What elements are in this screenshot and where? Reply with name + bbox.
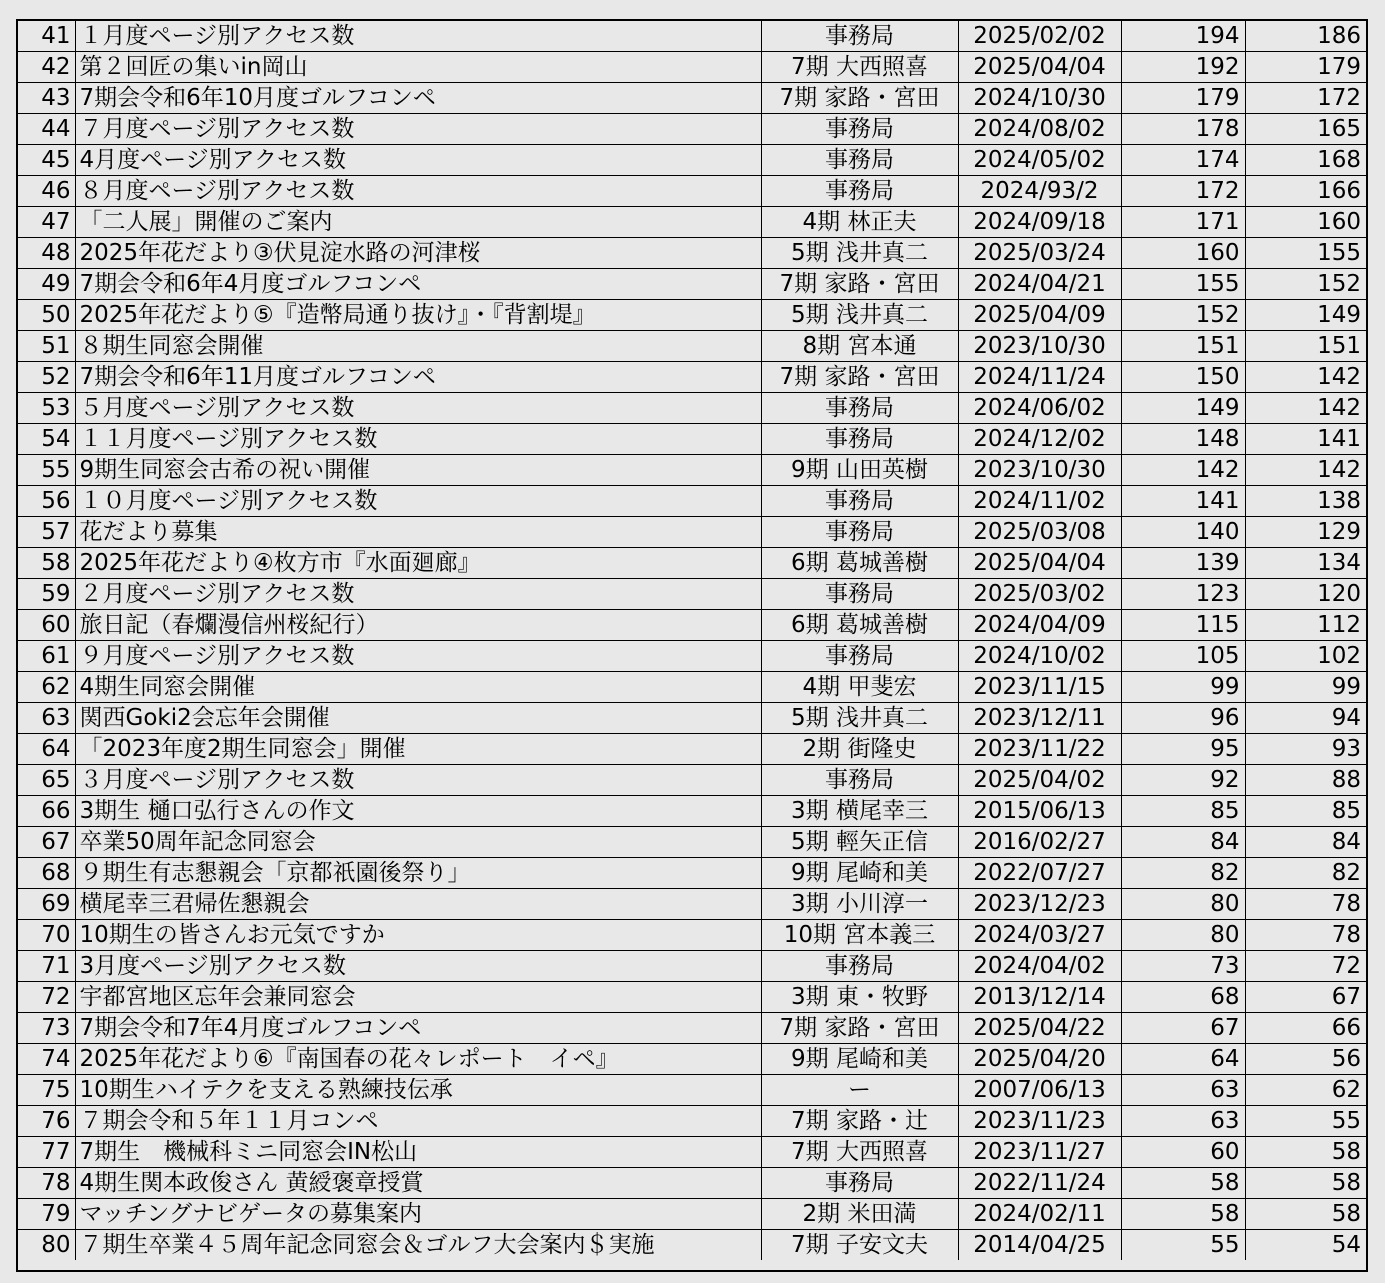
article-author: 事務局 — [761, 517, 958, 548]
unique-views: 72 — [1245, 951, 1366, 982]
article-date: 2023/11/27 — [958, 1137, 1121, 1168]
unique-views: 142 — [1245, 455, 1366, 486]
article-date: 2024/10/30 — [958, 83, 1121, 114]
article-author: 4期 甲斐宏 — [761, 672, 958, 703]
page-views: 105 — [1121, 641, 1245, 672]
unique-views: 78 — [1245, 889, 1366, 920]
article-date: 2025/04/02 — [958, 765, 1121, 796]
row-number: 80 — [18, 1230, 75, 1261]
article-date: 2024/11/02 — [958, 486, 1121, 517]
page-views: 194 — [1121, 21, 1245, 52]
article-author: 事務局 — [761, 393, 958, 424]
article-date: 2024/05/02 — [958, 145, 1121, 176]
article-author: 9期 山田英樹 — [761, 455, 958, 486]
row-number: 42 — [18, 52, 75, 83]
row-number: 68 — [18, 858, 75, 889]
article-author: 事務局 — [761, 114, 958, 145]
article-author: 事務局 — [761, 951, 958, 982]
table-row — [18, 703, 1366, 734]
article-author: 6期 葛城善樹 — [761, 548, 958, 579]
article-title: 宇都宮地区忘年会兼同窓会 — [75, 982, 761, 1013]
row-number: 47 — [18, 207, 75, 238]
row-number: 53 — [18, 393, 75, 424]
table-row — [18, 1168, 1366, 1199]
row-number: 70 — [18, 920, 75, 951]
page-views: 84 — [1121, 827, 1245, 858]
article-title: 7期会令和7年4月度ゴルフコンペ — [75, 1013, 761, 1044]
article-date: 2025/04/04 — [958, 548, 1121, 579]
article-title: 「二人展」開催のご案内 — [75, 207, 761, 238]
article-date: 2025/04/22 — [958, 1013, 1121, 1044]
table-row — [18, 424, 1366, 455]
article-author: 事務局 — [761, 486, 958, 517]
article-date: 2025/03/08 — [958, 517, 1121, 548]
unique-views: 120 — [1245, 579, 1366, 610]
table-row — [18, 1013, 1366, 1044]
page-views: 67 — [1121, 1013, 1245, 1044]
article-date: 2022/07/27 — [958, 858, 1121, 889]
article-date: 2024/04/21 — [958, 269, 1121, 300]
article-author: 2期 街隆史 — [761, 734, 958, 765]
article-title: 関西Goki2会忘年会開催 — [75, 703, 761, 734]
article-author: 事務局 — [761, 765, 958, 796]
page-views: 68 — [1121, 982, 1245, 1013]
article-date: 2025/02/02 — [958, 21, 1121, 52]
article-date: 2023/11/23 — [958, 1106, 1121, 1137]
page-views: 160 — [1121, 238, 1245, 269]
article-author: 7期 家路・辻 — [761, 1106, 958, 1137]
article-date: 2023/12/11 — [958, 703, 1121, 734]
row-number: 43 — [18, 83, 75, 114]
page-views: 174 — [1121, 145, 1245, 176]
access-ranking-sheet — [16, 19, 1368, 1272]
page-views: 148 — [1121, 424, 1245, 455]
unique-views: 93 — [1245, 734, 1366, 765]
row-number: 45 — [18, 145, 75, 176]
unique-views: 165 — [1245, 114, 1366, 145]
page-views: 80 — [1121, 920, 1245, 951]
unique-views: 172 — [1245, 83, 1366, 114]
table-row — [18, 951, 1366, 982]
article-title: ９期生有志懇親会「京都祇園後祭り」 — [75, 858, 761, 889]
article-title: 4月度ページ別アクセス数 — [75, 145, 761, 176]
row-number: 58 — [18, 548, 75, 579]
article-author: 8期 宮本通 — [761, 331, 958, 362]
unique-views: 152 — [1245, 269, 1366, 300]
table-row — [18, 982, 1366, 1013]
article-date: 2016/02/27 — [958, 827, 1121, 858]
table-row — [18, 548, 1366, 579]
article-author: 5期 浅井真二 — [761, 703, 958, 734]
article-date: 2024/10/02 — [958, 641, 1121, 672]
row-number: 77 — [18, 1137, 75, 1168]
article-date: 2025/04/09 — [958, 300, 1121, 331]
unique-views: 160 — [1245, 207, 1366, 238]
row-number: 76 — [18, 1106, 75, 1137]
article-title: ７期会令和５年１１月コンペ — [75, 1106, 761, 1137]
unique-views: 112 — [1245, 610, 1366, 641]
table-row — [18, 486, 1366, 517]
table-row — [18, 362, 1366, 393]
unique-views: 179 — [1245, 52, 1366, 83]
page-views: 152 — [1121, 300, 1245, 331]
article-title: ２月度ページ別アクセス数 — [75, 579, 761, 610]
row-number: 57 — [18, 517, 75, 548]
page-views: 85 — [1121, 796, 1245, 827]
table-row — [18, 21, 1366, 52]
article-date: 2015/06/13 — [958, 796, 1121, 827]
article-author: 7期 家路・宮田 — [761, 83, 958, 114]
article-date: 2024/08/02 — [958, 114, 1121, 145]
unique-views: 141 — [1245, 424, 1366, 455]
article-title: 2025年花だより③伏見淀水路の河津桜 — [75, 238, 761, 269]
page-views: 142 — [1121, 455, 1245, 486]
row-number: 66 — [18, 796, 75, 827]
row-number: 44 — [18, 114, 75, 145]
page-views: 155 — [1121, 269, 1245, 300]
row-number: 49 — [18, 269, 75, 300]
article-date: 2024/04/02 — [958, 951, 1121, 982]
unique-views: 85 — [1245, 796, 1366, 827]
unique-views: 155 — [1245, 238, 1366, 269]
article-date: 2022/11/24 — [958, 1168, 1121, 1199]
access-ranking-table — [18, 21, 1366, 1260]
unique-views: 149 — [1245, 300, 1366, 331]
article-title: ３月度ページ別アクセス数 — [75, 765, 761, 796]
article-author: 2期 米田満 — [761, 1199, 958, 1230]
table-row — [18, 579, 1366, 610]
row-number: 48 — [18, 238, 75, 269]
page-views: 80 — [1121, 889, 1245, 920]
unique-views: 102 — [1245, 641, 1366, 672]
unique-views: 67 — [1245, 982, 1366, 1013]
article-author: 事務局 — [761, 176, 958, 207]
article-author: 事務局 — [761, 1168, 958, 1199]
article-author: 7期 大西照喜 — [761, 52, 958, 83]
table-row — [18, 796, 1366, 827]
table-row — [18, 734, 1366, 765]
article-title: １１月度ページ別アクセス数 — [75, 424, 761, 455]
table-row — [18, 52, 1366, 83]
table-row — [18, 114, 1366, 145]
unique-views: 151 — [1245, 331, 1366, 362]
table-row — [18, 517, 1366, 548]
table-row — [18, 331, 1366, 362]
page-views: 141 — [1121, 486, 1245, 517]
row-number: 73 — [18, 1013, 75, 1044]
table-row — [18, 858, 1366, 889]
row-number: 72 — [18, 982, 75, 1013]
article-date: 2023/12/23 — [958, 889, 1121, 920]
article-title: 卒業50周年記念同窓会 — [75, 827, 761, 858]
page-views: 179 — [1121, 83, 1245, 114]
unique-views: 99 — [1245, 672, 1366, 703]
row-number: 65 — [18, 765, 75, 796]
article-date: 2025/03/02 — [958, 579, 1121, 610]
article-author: 事務局 — [761, 641, 958, 672]
table-row — [18, 1137, 1366, 1168]
page-views: 92 — [1121, 765, 1245, 796]
row-number: 52 — [18, 362, 75, 393]
article-title: 4期生同窓会開催 — [75, 672, 761, 703]
article-date: 2024/12/02 — [958, 424, 1121, 455]
unique-views: 88 — [1245, 765, 1366, 796]
table-row — [18, 610, 1366, 641]
row-number: 51 — [18, 331, 75, 362]
page-views: 82 — [1121, 858, 1245, 889]
page-views: 178 — [1121, 114, 1245, 145]
article-title: ７期生卒業４５周年記念同窓会＆ゴルフ大会案内＄実施 — [75, 1230, 761, 1261]
unique-views: 54 — [1331, 1232, 1361, 1258]
page-views: 60 — [1121, 1137, 1245, 1168]
table-row — [18, 672, 1366, 703]
page-views: 192 — [1121, 52, 1245, 83]
unique-views: 142 — [1245, 393, 1366, 424]
page-views: 58 — [1121, 1199, 1245, 1230]
article-author: 7期 大西照喜 — [761, 1137, 958, 1168]
unique-views: 66 — [1245, 1013, 1366, 1044]
table-row — [18, 1044, 1366, 1075]
table-row — [18, 765, 1366, 796]
article-date: 2024/09/18 — [958, 207, 1121, 238]
article-author: 7期 家路・宮田 — [761, 1013, 958, 1044]
row-number: 79 — [18, 1199, 75, 1230]
article-title: ７月度ページ別アクセス数 — [75, 114, 761, 145]
page-views: 64 — [1121, 1044, 1245, 1075]
row-number: 67 — [18, 827, 75, 858]
article-title: 7期会令和6年4月度ゴルフコンペ — [75, 269, 761, 300]
table-row — [18, 1075, 1366, 1106]
page-views: 63 — [1121, 1075, 1245, 1106]
row-number: 41 — [18, 21, 75, 52]
article-date: 2007/06/13 — [958, 1075, 1121, 1106]
page-views: 99 — [1121, 672, 1245, 703]
table-row — [18, 920, 1366, 951]
article-date: 2024/03/27 — [958, 920, 1121, 951]
unique-views: 55 — [1245, 1106, 1366, 1137]
page-views: 150 — [1121, 362, 1245, 393]
row-number: 78 — [18, 1168, 75, 1199]
page-views: 55 — [1121, 1230, 1245, 1261]
article-title: １０月度ページ別アクセス数 — [75, 486, 761, 517]
article-date: 2024/06/02 — [958, 393, 1121, 424]
unique-views: 166 — [1245, 176, 1366, 207]
article-title: 7期会令和6年10月度ゴルフコンペ — [75, 83, 761, 114]
unique-views: 78 — [1245, 920, 1366, 951]
row-number: 54 — [18, 424, 75, 455]
row-number: 46 — [18, 176, 75, 207]
article-date: 2023/10/30 — [958, 455, 1121, 486]
article-title: 9期生同窓会古希の祝い開催 — [75, 455, 761, 486]
table-row — [18, 641, 1366, 672]
article-date: 2025/03/24 — [958, 238, 1121, 269]
article-date: 2014/04/25 — [958, 1230, 1121, 1261]
article-date: 2024/02/11 — [958, 1199, 1121, 1230]
unique-views: 84 — [1245, 827, 1366, 858]
row-number: 59 — [18, 579, 75, 610]
unique-views: 134 — [1245, 548, 1366, 579]
unique-views: 129 — [1245, 517, 1366, 548]
article-title: 7期会令和6年11月度ゴルフコンペ — [75, 362, 761, 393]
table-body — [18, 21, 1366, 1260]
table-row — [18, 455, 1366, 486]
unique-views: 94 — [1245, 703, 1366, 734]
article-title: 「2023年度2期生同窓会」開催 — [75, 734, 761, 765]
page-views: 96 — [1121, 703, 1245, 734]
table-row — [18, 176, 1366, 207]
page-views: 123 — [1121, 579, 1245, 610]
table-row — [18, 1199, 1366, 1230]
article-title: ８期生同窓会開催 — [75, 331, 761, 362]
article-title: 2025年花だより⑥『南国春の花々レポート イペ』 — [75, 1044, 761, 1075]
article-author: 4期 林正夫 — [761, 207, 958, 238]
article-title: 3月度ページ別アクセス数 — [75, 951, 761, 982]
unique-views: 58 — [1245, 1137, 1366, 1168]
article-date: 2025/04/20 — [958, 1044, 1121, 1075]
row-number: 61 — [18, 641, 75, 672]
article-date: 2024/11/24 — [958, 362, 1121, 393]
article-author: 7期 家路・宮田 — [761, 362, 958, 393]
article-author: 5期 輕矢正信 — [761, 827, 958, 858]
page-views: 149 — [1121, 393, 1245, 424]
article-title: 2025年花だより⑤『造幣局通り抜け』・『背割堤』 — [75, 300, 761, 331]
article-title: 旅日記（春爛漫信州桜紀行） — [75, 610, 761, 641]
article-author: 事務局 — [761, 424, 958, 455]
article-title: 7期生 機械科ミニ同窓会IN松山 — [75, 1137, 761, 1168]
article-title: 10期生ハイテクを支える熟練技伝承 — [75, 1075, 761, 1106]
unique-views: 168 — [1245, 145, 1366, 176]
page-views: 151 — [1121, 331, 1245, 362]
article-date: 2023/11/22 — [958, 734, 1121, 765]
table-row — [18, 393, 1366, 424]
table-row — [18, 207, 1366, 238]
row-number: 71 — [18, 951, 75, 982]
article-date: 2013/12/14 — [958, 982, 1121, 1013]
unique-views: 186 — [1245, 21, 1366, 52]
unique-views: 56 — [1245, 1044, 1366, 1075]
row-number: 50 — [18, 300, 75, 331]
table-row — [18, 238, 1366, 269]
page-views: 172 — [1121, 176, 1245, 207]
article-title: 10期生の皆さんお元気ですか — [75, 920, 761, 951]
table-row — [18, 300, 1366, 331]
table-row — [18, 269, 1366, 300]
article-title: ９月度ページ別アクセス数 — [75, 641, 761, 672]
page-views: 115 — [1121, 610, 1245, 641]
table-row — [18, 1106, 1366, 1137]
article-author: 7期 家路・宮田 — [761, 269, 958, 300]
row-number: 60 — [18, 610, 75, 641]
row-number: 63 — [18, 703, 75, 734]
row-number: 56 — [18, 486, 75, 517]
article-author: 10期 宮本義三 — [761, 920, 958, 951]
article-title: １月度ページ別アクセス数 — [75, 21, 761, 52]
page-views: 171 — [1121, 207, 1245, 238]
article-title: 第２回匠の集いin岡山 — [75, 52, 761, 83]
table-row — [18, 83, 1366, 114]
row-number: 55 — [18, 455, 75, 486]
article-author: ー — [761, 1075, 958, 1106]
row-number: 74 — [18, 1044, 75, 1075]
article-date: 2023/10/30 — [958, 331, 1121, 362]
unique-views: 138 — [1245, 486, 1366, 517]
page-views: 58 — [1121, 1168, 1245, 1199]
row-number: 62 — [18, 672, 75, 703]
article-title: 花だより募集 — [75, 517, 761, 548]
article-date: 2023/11/15 — [958, 672, 1121, 703]
article-author: 事務局 — [761, 21, 958, 52]
page-views: 140 — [1121, 517, 1245, 548]
article-author: 9期 尾崎和美 — [761, 1044, 958, 1075]
article-date: 2024/04/09 — [958, 610, 1121, 641]
unique-views: 58 — [1245, 1199, 1366, 1230]
unique-views: 82 — [1245, 858, 1366, 889]
article-title: マッチングナビゲータの募集案内 — [75, 1199, 761, 1230]
article-author: 5期 浅井真二 — [761, 300, 958, 331]
article-date: 2025/04/04 — [958, 52, 1121, 83]
table-row — [18, 1230, 1366, 1261]
unique-views: 62 — [1245, 1075, 1366, 1106]
article-author: 5期 浅井真二 — [761, 238, 958, 269]
article-author: 3期 東・牧野 — [761, 982, 958, 1013]
article-author: 3期 小川淳一 — [761, 889, 958, 920]
table-row — [18, 145, 1366, 176]
article-author: 3期 横尾幸三 — [761, 796, 958, 827]
article-title: 4期生関本政俊さん 黄綬褒章授賞 — [75, 1168, 761, 1199]
page-views: 63 — [1121, 1106, 1245, 1137]
page-views: 139 — [1121, 548, 1245, 579]
article-date: 2024/93/2 — [958, 176, 1121, 207]
article-title: ８月度ページ別アクセス数 — [75, 176, 761, 207]
article-author: 事務局 — [761, 579, 958, 610]
unique-views: 142 — [1245, 362, 1366, 393]
table-row — [18, 889, 1366, 920]
page-views: 95 — [1121, 734, 1245, 765]
article-title: ５月度ページ別アクセス数 — [75, 393, 761, 424]
table-row — [18, 827, 1366, 858]
row-number: 69 — [18, 889, 75, 920]
article-title: 横尾幸三君帰佐懇親会 — [75, 889, 761, 920]
article-author: 事務局 — [761, 145, 958, 176]
article-author: 7期 子安文夫 — [761, 1230, 958, 1261]
article-title: 2025年花だより④枚方市『水面廻廊』 — [75, 548, 761, 579]
unique-views: 58 — [1245, 1168, 1366, 1199]
page-views: 73 — [1121, 951, 1245, 982]
article-author: 6期 葛城善樹 — [761, 610, 958, 641]
row-number: 64 — [18, 734, 75, 765]
article-title: 3期生 樋口弘行さんの作文 — [75, 796, 761, 827]
row-number: 75 — [18, 1075, 75, 1106]
article-author: 9期 尾崎和美 — [761, 858, 958, 889]
